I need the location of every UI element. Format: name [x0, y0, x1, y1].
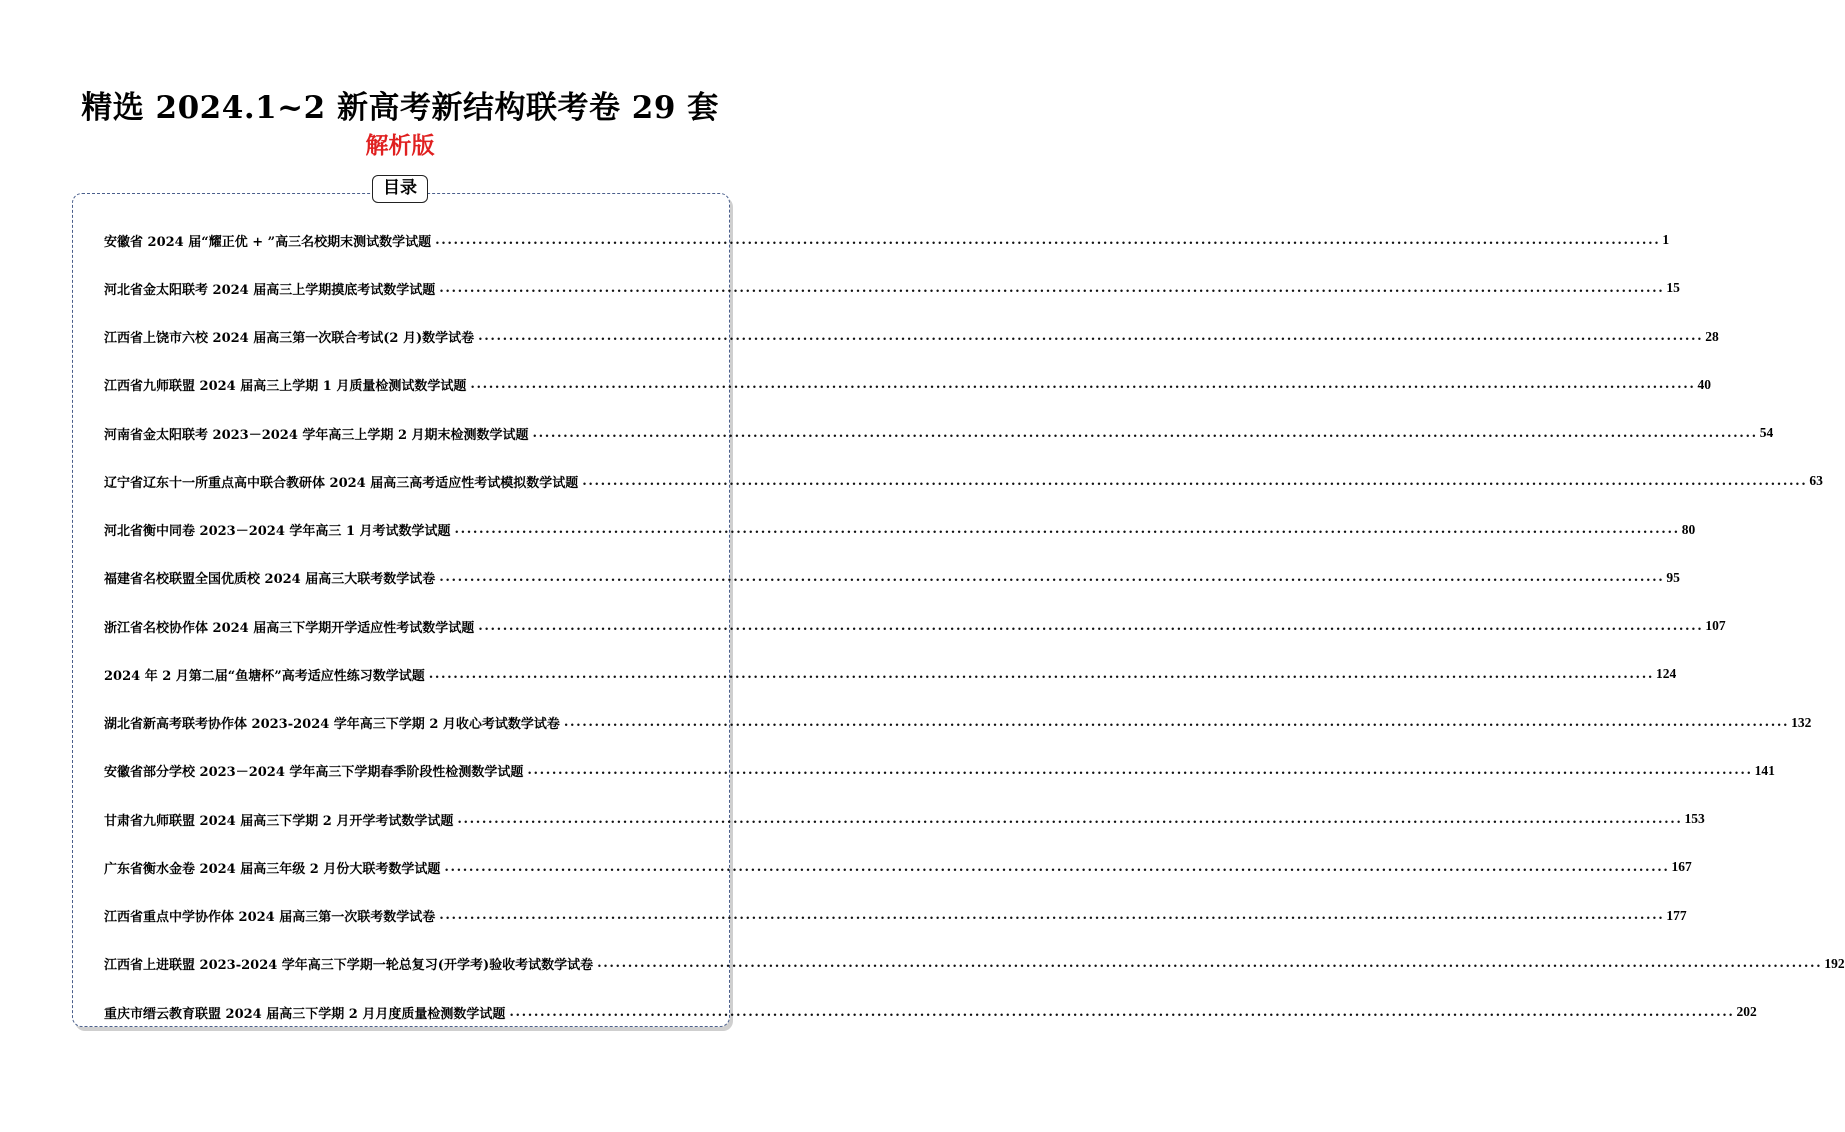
- toc-entry-title: 江西省九师联盟 2024 届高三上学期 1 月质量检测试数学试题: [104, 379, 467, 395]
- toc-entry-title: 安徽省部分学校 2023－2024 学年高三下学期春季阶段性检测数学试题: [104, 765, 524, 781]
- toc-heading: 目录: [372, 175, 428, 203]
- toc-entry[interactable]: [104, 940, 1845, 988]
- toc-entry-page: 28: [1705, 328, 1719, 344]
- toc-entry-title: 浙江省名校协作体 2024 届高三下学期开学适应性考试数学试题: [104, 620, 475, 636]
- toc-entry-title: 2024 年 2 月第二届“鱼塘杯”高考适应性练习数学试题: [104, 668, 425, 684]
- toc-entry[interactable]: [104, 554, 1680, 602]
- toc-entry-page: 167: [1671, 859, 1692, 875]
- toc-entry-title: 江西省上进联盟 2023-2024 学年高三下学期一轮总复习(开学考)验收考试数学试卷: [104, 958, 594, 974]
- toc-entry[interactable]: [104, 699, 1812, 747]
- toc-entry-title: 安徽省 2024 届“耀正优 + ”高三名校期末测试数学试题: [104, 234, 432, 250]
- toc-entry-title: 福建省名校联盟全国优质校 2024 届高三大联考数学试卷: [104, 572, 436, 588]
- toc-entry[interactable]: [104, 843, 1692, 891]
- toc-leader-dots: ........................................................................................................................................................................................................: [439, 908, 1665, 924]
- toc-entry-title: 江西省重点中学协作体 2024 届高三第一次联考数学试卷: [104, 910, 436, 926]
- toc-entry-page: 15: [1666, 280, 1680, 296]
- toc-entry[interactable]: [104, 795, 1705, 843]
- toc-entry-title: 广东省衡水金卷 2024 届高三年级 2 月份大联考数学试题: [104, 861, 441, 877]
- toc-entry-title: 甘肃省九师联盟 2024 届高三下学期 2 月开学考试数学试题: [104, 813, 454, 829]
- toc-entry-title: 重庆市缙云教育联盟 2024 届高三下学期 2 月月度质量检测数学试题: [104, 1006, 506, 1022]
- toc-entry[interactable]: [104, 313, 1719, 361]
- toc-entry-page: 40: [1697, 376, 1712, 392]
- toc-entry-title: 江西省上饶市六校 2024 届高三第一次联合考试(2 月)数学试卷: [104, 331, 475, 347]
- toc-leader-dots: ........................................................................................................................................................................................................: [597, 956, 1823, 972]
- toc-entry-page: 63: [1809, 473, 1823, 489]
- toc-entry-page: 192: [1824, 955, 1845, 971]
- toc-leader-dots: ........................................................................................................................................................................................................: [439, 570, 1665, 586]
- toc-leader-dots: ........................................................................................................................................................................................................: [509, 1004, 1735, 1020]
- toc-entry-title: 河北省衡中同卷 2023－2024 学年高三 1 月考试数学试题: [104, 524, 451, 540]
- toc-entry[interactable]: [104, 747, 1775, 795]
- toc-entry-page: 54: [1759, 425, 1774, 441]
- toc-leader-dots: ........................................................................................................................................................................................................: [428, 666, 1654, 682]
- toc-leader-dots: ........................................................................................................................................................................................................: [457, 811, 1683, 827]
- toc-entry-page: 132: [1791, 714, 1812, 730]
- toc-leader-dots: ........................................................................................................................................................................................................: [478, 618, 1704, 634]
- toc-entry-page: 141: [1754, 762, 1775, 778]
- document-title: 精选 2024.1~2 新高考新结构联考卷 29 套: [81, 90, 719, 126]
- toc-leader-dots: ........................................................................................................................................................................................................: [470, 377, 1696, 393]
- toc-leader-dots: ........................................................................................................................................................................................................: [435, 232, 1661, 248]
- toc-entry[interactable]: [104, 457, 1823, 505]
- toc-leader-dots: ........................................................................................................................................................................................................: [582, 473, 1808, 489]
- toc-entry[interactable]: [104, 409, 1774, 457]
- toc-entry-page: 153: [1684, 811, 1705, 827]
- toc-entry[interactable]: [104, 892, 1687, 940]
- toc-entry-page: 124: [1655, 666, 1677, 682]
- toc-leader-dots: ........................................................................................................................................................................................................: [439, 280, 1665, 296]
- toc-entry[interactable]: [104, 216, 1670, 264]
- toc-entry-page: 107: [1705, 618, 1726, 634]
- toc-entry[interactable]: [104, 650, 1677, 698]
- document-subtitle: 解析版: [365, 132, 435, 159]
- toc-leader-dots: ........................................................................................................................................................................................................: [454, 522, 1680, 538]
- toc-leader-dots: ........................................................................................................................................................................................................: [527, 763, 1753, 779]
- toc-entry-page: 202: [1736, 1004, 1757, 1020]
- toc-entry-title: 河北省金太阳联考 2024 届高三上学期摸底考试数学试题: [104, 282, 436, 298]
- toc-entry-page: 177: [1666, 907, 1687, 923]
- toc-leader-dots: ........................................................................................................................................................................................................: [563, 715, 1790, 731]
- toc-entry-page: 80: [1681, 521, 1696, 537]
- toc-entry[interactable]: [104, 506, 1696, 554]
- toc-leader-dots: ........................................................................................................................................................................................................: [478, 329, 1704, 345]
- toc-entry-title: 辽宁省辽东十一所重点高中联合教研体 2024 届高三高考适应性考试模拟数学试题: [104, 475, 579, 491]
- toc-entry-page: 1: [1662, 232, 1670, 248]
- toc-list: [104, 216, 1845, 1036]
- toc-entry[interactable]: [104, 361, 1712, 409]
- toc-entry[interactable]: [104, 264, 1680, 312]
- toc-entry-title: 河南省金太阳联考 2023－2024 学年高三上学期 2 月期末检测数学试题: [104, 427, 529, 443]
- toc-entry[interactable]: [104, 988, 1757, 1036]
- toc-entry-page: 95: [1666, 569, 1680, 585]
- toc-entry[interactable]: [104, 602, 1726, 650]
- toc-leader-dots: ........................................................................................................................................................................................................: [532, 425, 1758, 441]
- toc-leader-dots: ........................................................................................................................................................................................................: [444, 859, 1670, 875]
- toc-entry-title: 湖北省新高考联考协作体 2023-2024 学年高三下学期 2 月收心考试数学试卷: [104, 717, 560, 733]
